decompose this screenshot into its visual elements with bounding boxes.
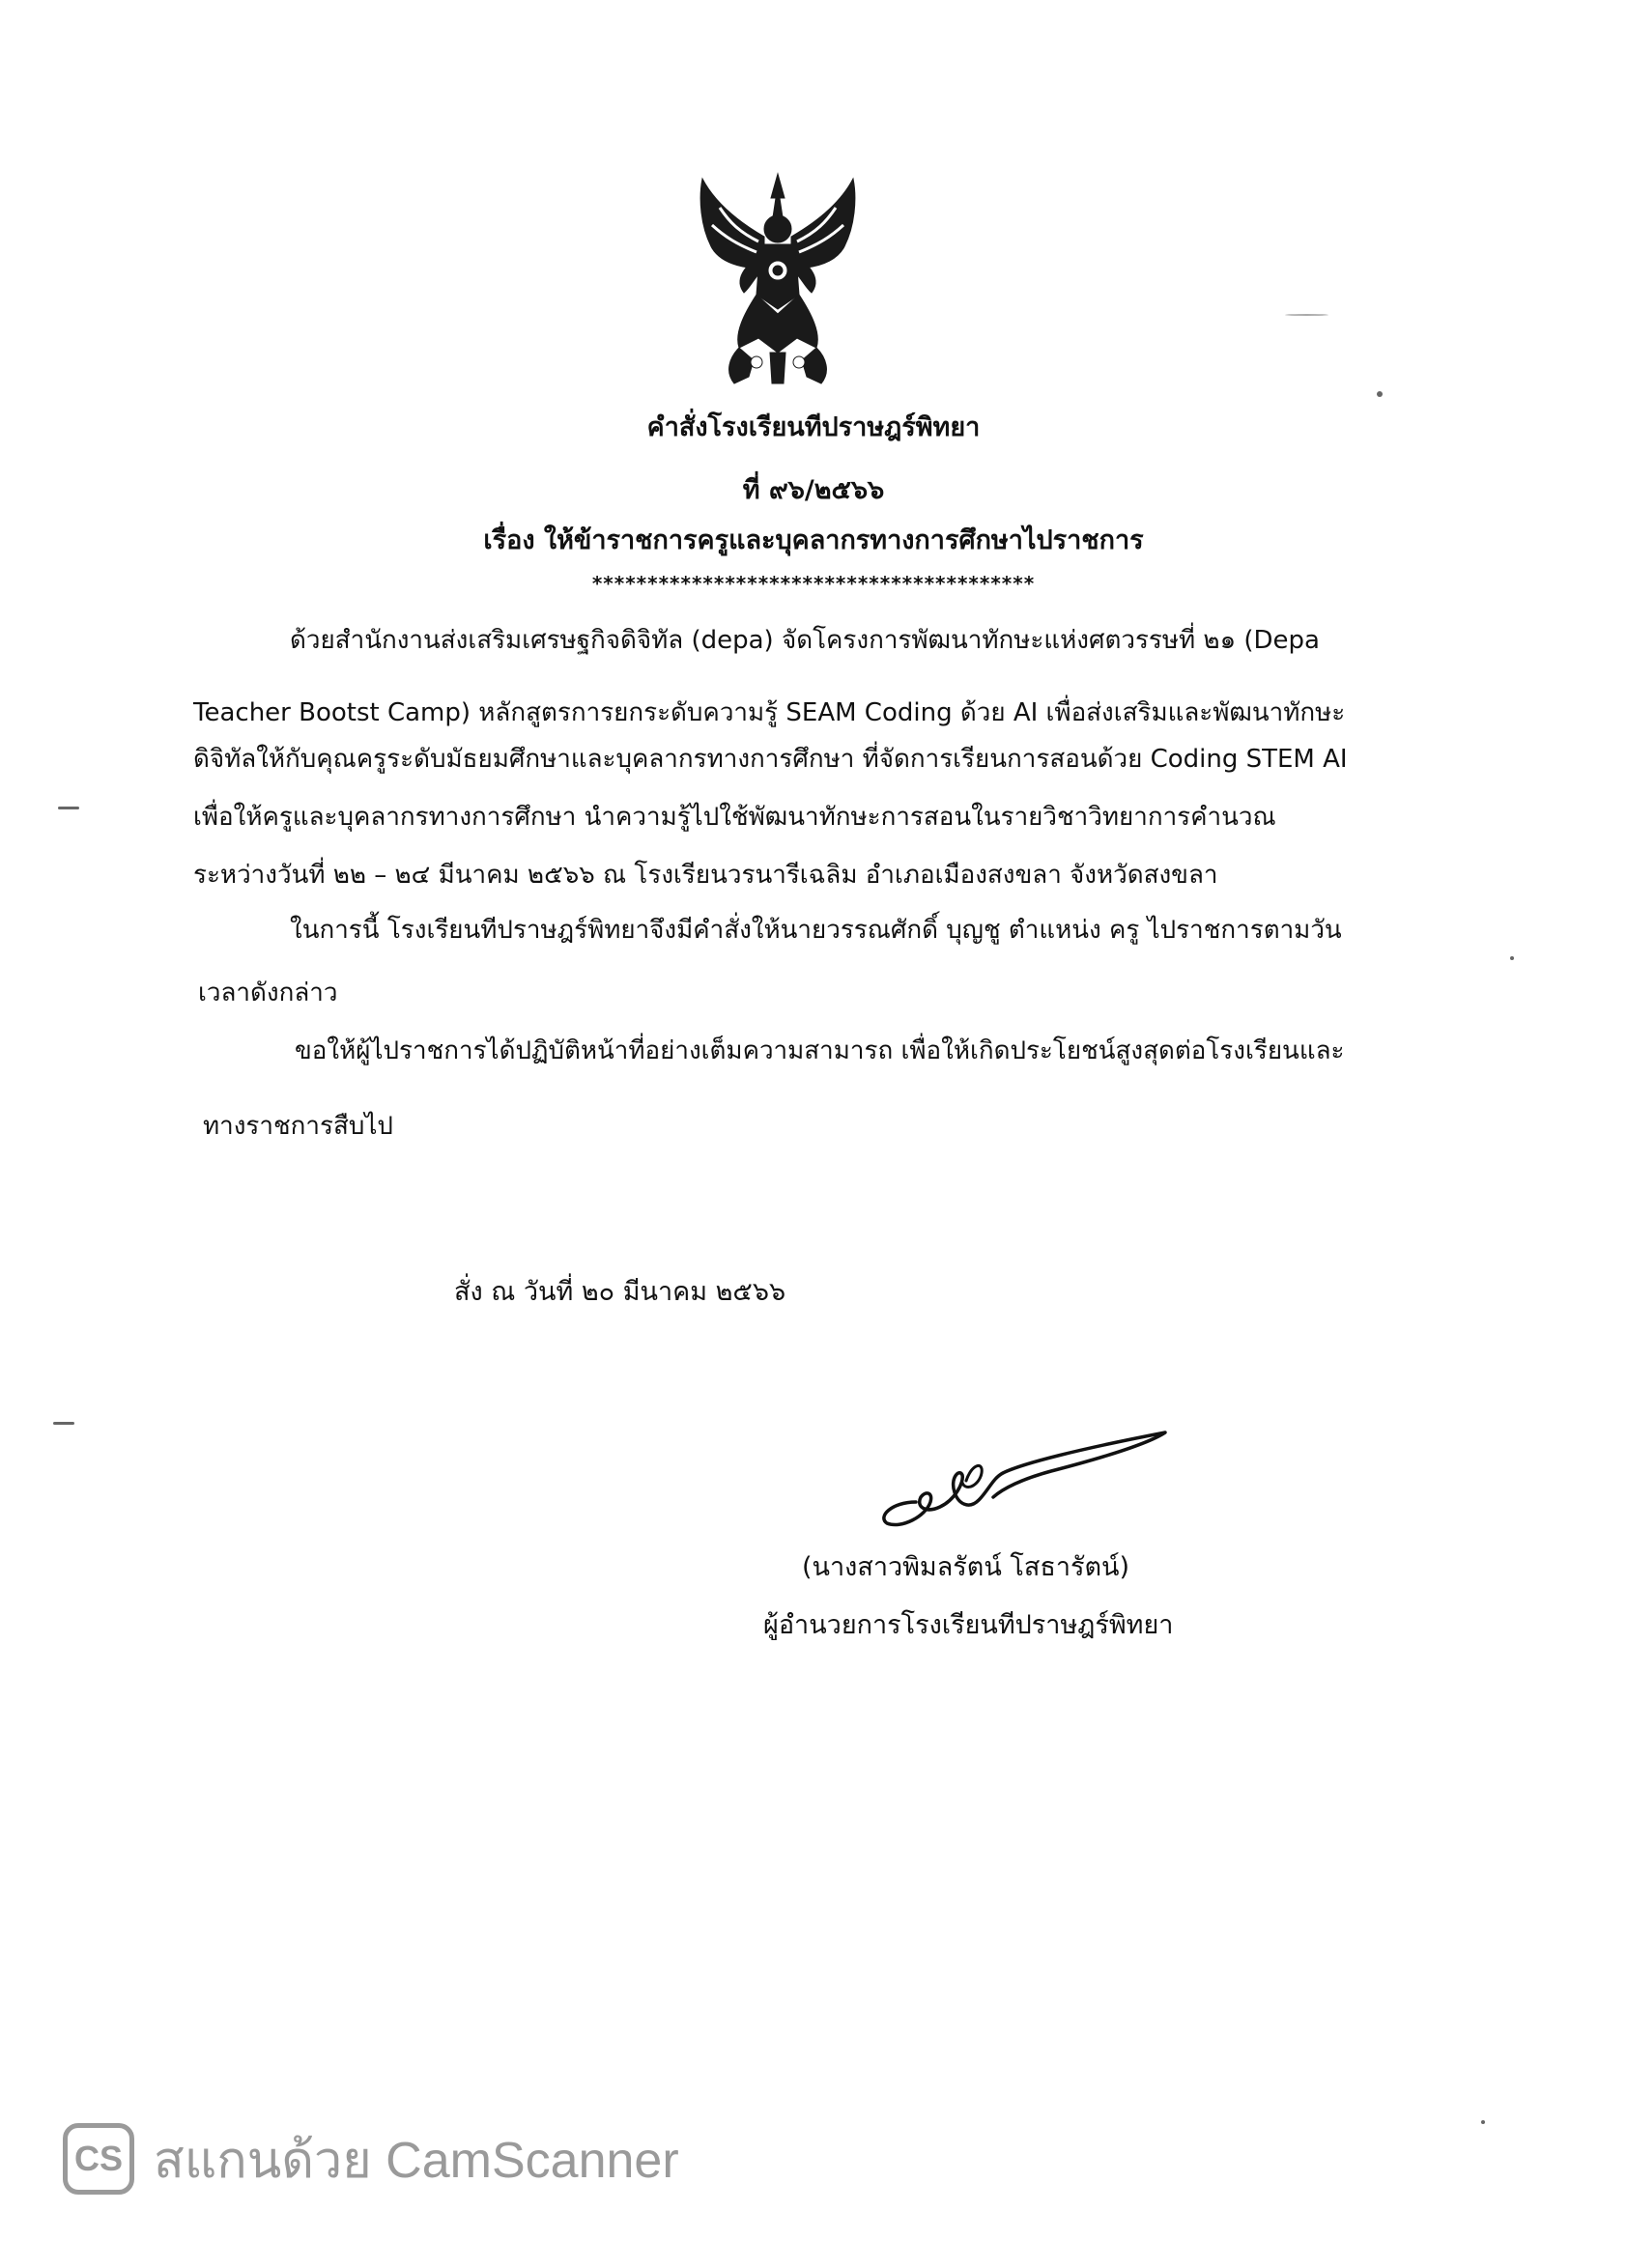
body-line: ในการนี้ โรงเรียนทีปราษฎร์พิทยาจึงมีคำสั่งให้นายวรรณศักดิ์ บุญชู ตำแหน่ง ครู ไปราชการตามวัน bbox=[290, 916, 1342, 945]
scan-speck bbox=[1481, 2120, 1485, 2124]
body-line: ทางราชการสืบไป bbox=[203, 1112, 393, 1141]
body-line: ดิจิทัลให้กับคุณครูระดับมัธยมศึกษาและบุคลากรทางการศึกษา ที่จัดการเรียนการสอนด้วย Coding STEM AI bbox=[193, 745, 1348, 774]
scan-speck bbox=[1510, 956, 1514, 960]
document-number: ที่ ๙๖/๒๕๖๖ bbox=[742, 475, 885, 505]
body-line: Teacher Bootst Camp) หลักสูตรการยกระดับความรู้ SEAM Coding ด้วย AI เพื่อส่งเสริมและพัฒนาทักษะ bbox=[193, 698, 1346, 727]
body-line: ด้วยสำนักงานส่งเสริมเศรษฐกิจดิจิทัล (depa) จัดโครงการพัฒนาทักษะแห่งศตวรรษที่ ๒๑ (Depa bbox=[290, 626, 1320, 655]
signer-name: (นางสาวพิมลรัตน์ โสธารัตน์) bbox=[802, 1552, 1130, 1582]
signer-position: ผู้อำนวยการโรงเรียนทีปราษฎร์พิทยา bbox=[763, 1610, 1174, 1640]
scan-mark bbox=[53, 1422, 74, 1425]
camscanner-logo-icon: CS bbox=[63, 2123, 134, 2195]
document-subject: เรื่อง ให้ข้าราชการครูและบุคลากรทางการศึกษาไปราชการ bbox=[483, 525, 1144, 555]
body-line: ขอให้ผู้ไปราชการได้ปฏิบัติหน้าที่อย่างเต็มความสามารถ เพื่อให้เกิดประโยชน์สูงสุดต่อโรงเรียนและ bbox=[295, 1036, 1345, 1065]
body-line: เพื่อให้ครูและบุคลากรทางการศึกษา นำความรู้ไปใช้พัฒนาทักษะการสอนในรายวิชาวิทยาการคำนวณ bbox=[193, 803, 1276, 832]
scan-speck bbox=[1377, 391, 1383, 397]
body-line: ระหว่างวันที่ ๒๒ – ๒๔ มีนาคม ๒๕๖๖ ณ โรงเรียนวรนารีเฉลิม อำเภอเมืองสงขลา จังหวัดสงขลา bbox=[193, 861, 1218, 890]
separator: **************************************** bbox=[591, 572, 1036, 595]
watermark-text: สแกนด้วย CamScanner bbox=[154, 2132, 679, 2189]
camscanner-watermark bbox=[63, 2120, 679, 2197]
scan-mark bbox=[1285, 314, 1328, 316]
garuda-emblem-icon bbox=[691, 169, 865, 386]
date-line: สั่ง ณ วันที่ ๒๐ มีนาคม ๒๕๖๖ bbox=[454, 1277, 786, 1307]
body-line: เวลาดังกล่าว bbox=[198, 978, 338, 1007]
handwritten-signature bbox=[858, 1425, 1172, 1533]
scan-mark bbox=[58, 807, 79, 809]
document-title: คำสั่งโรงเรียนทีปราษฎร์พิทยา bbox=[646, 412, 981, 442]
